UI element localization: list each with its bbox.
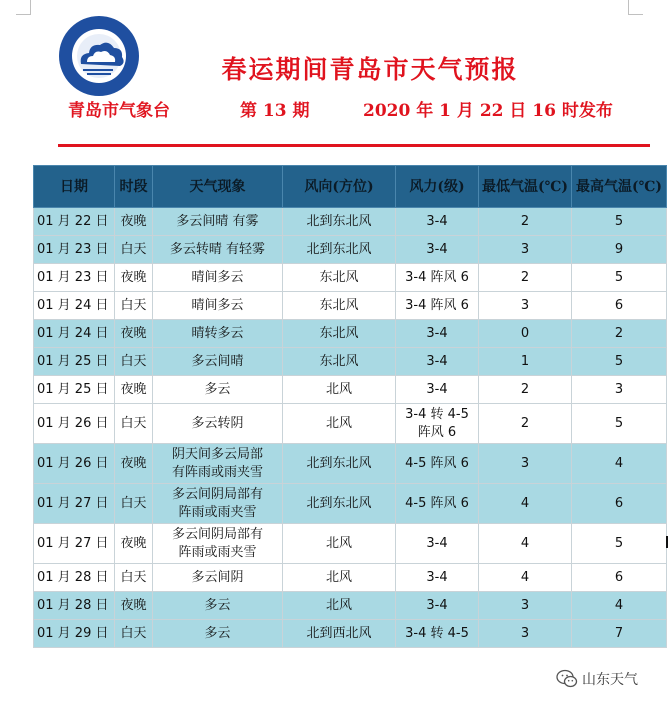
cell-wind-force-line: 3-4 (426, 241, 448, 257)
cell-wind-direction: 东北风 (283, 292, 396, 320)
watermark-label: 山东天气 (582, 672, 638, 688)
column-header-weather: 天气现象 (153, 166, 283, 208)
cell-low-temp: 2 (479, 264, 572, 292)
issue-number: 第 13 期 (240, 101, 310, 121)
cell-high-temp: 6 (572, 292, 667, 320)
cell-weather-line: 多云间阴 (191, 569, 244, 585)
cell-weather (153, 208, 283, 236)
source-watermark (556, 668, 638, 690)
column-header-date: 日期 (34, 166, 115, 208)
cell-date: 01 月 25 日 (34, 348, 115, 376)
cell-weather-line: 多云间晴 (191, 353, 244, 369)
table-row (34, 404, 667, 444)
cell-period: 白天 (115, 292, 153, 320)
cell-low-temp: 4 (479, 564, 572, 592)
cell-wind-force (396, 376, 479, 404)
table-row (34, 376, 667, 404)
cell-wind-force (396, 484, 479, 524)
cell-wind-force (396, 592, 479, 620)
cell-weather-line: 多云转晴 有轻雾 (169, 241, 266, 257)
header-divider (58, 144, 650, 147)
cell-period: 夜晚 (115, 444, 153, 484)
cell-low-temp: 3 (479, 592, 572, 620)
table-row (34, 264, 667, 292)
cell-period: 白天 (115, 348, 153, 376)
table-row (34, 236, 667, 264)
cell-high-temp: 4 (572, 444, 667, 484)
cell-date: 01 月 27 日 (34, 524, 115, 564)
cell-low-temp: 3 (479, 292, 572, 320)
cell-high-temp: 3 (572, 376, 667, 404)
cell-wind-direction: 北到东北风 (283, 484, 396, 524)
cell-wind-force (396, 348, 479, 376)
cell-high-temp: 6 (572, 564, 667, 592)
cell-low-temp: 4 (479, 524, 572, 564)
cell-weather-line: 多云 (204, 381, 231, 397)
cell-period: 夜晚 (115, 376, 153, 404)
cell-high-temp: 4 (572, 592, 667, 620)
cell-wind-force (396, 524, 479, 564)
text-cursor (666, 536, 668, 548)
cell-high-temp: 7 (572, 620, 667, 648)
cell-weather (153, 264, 283, 292)
cell-wind-direction: 东北风 (283, 320, 396, 348)
table-row (34, 292, 667, 320)
cell-wind-force (396, 292, 479, 320)
cell-wind-force (396, 620, 479, 648)
table-row (34, 524, 667, 564)
cell-period: 白天 (115, 484, 153, 524)
cell-weather-line: 多云间阴局部有 (171, 486, 263, 502)
cell-wind-force (396, 444, 479, 484)
cell-wind-force (396, 208, 479, 236)
cell-wind-force-line: 4-5 阵风 6 (405, 455, 469, 471)
cell-date: 01 月 28 日 (34, 564, 115, 592)
cell-wind-force (396, 564, 479, 592)
cell-date: 01 月 22 日 (34, 208, 115, 236)
cell-wind-force-line: 3-4 (426, 597, 448, 613)
cell-low-temp: 2 (479, 376, 572, 404)
cell-high-temp: 5 (572, 404, 667, 444)
cell-weather (153, 592, 283, 620)
cell-weather-line: 多云转阴 (191, 415, 244, 431)
cell-wind-direction: 北风 (283, 404, 396, 444)
table-row (34, 620, 667, 648)
cell-wind-force (396, 320, 479, 348)
cell-period: 白天 (115, 620, 153, 648)
cell-weather-line: 多云 (204, 625, 231, 641)
cell-low-temp: 3 (479, 620, 572, 648)
cell-low-temp: 2 (479, 404, 572, 444)
table-row (34, 484, 667, 524)
column-header-low-temp: 最低气温(℃) (479, 166, 572, 208)
cell-weather-line: 阵雨或雨夹雪 (178, 544, 257, 560)
cell-wind-force-line: 4-5 阵风 6 (405, 495, 469, 511)
cell-wind-force-line: 3-4 (426, 569, 448, 585)
cell-date: 01 月 23 日 (34, 264, 115, 292)
cell-date: 01 月 25 日 (34, 376, 115, 404)
table-row (34, 592, 667, 620)
cell-period: 夜晚 (115, 264, 153, 292)
cell-wind-direction: 北风 (283, 376, 396, 404)
cell-wind-force-line: 3-4 (426, 353, 448, 369)
cell-date: 01 月 26 日 (34, 444, 115, 484)
cell-wind-force-line: 3-4 转 4-5 (405, 625, 469, 641)
cell-high-temp: 5 (572, 264, 667, 292)
column-header-period: 时段 (115, 166, 153, 208)
cell-weather-line: 晴转多云 (191, 325, 244, 341)
cell-date: 01 月 28 日 (34, 592, 115, 620)
cell-wind-force (396, 404, 479, 444)
table-row (34, 320, 667, 348)
cell-wind-force-line: 3-4 (426, 213, 448, 229)
cell-wind-direction: 北到东北风 (283, 208, 396, 236)
cell-weather (153, 348, 283, 376)
cell-high-temp: 5 (572, 348, 667, 376)
cell-weather-line: 阴天间多云局部 (171, 446, 263, 462)
column-header-high-temp: 最高气温(℃) (572, 166, 667, 208)
cell-period: 夜晚 (115, 524, 153, 564)
cell-high-temp: 5 (572, 208, 667, 236)
cell-low-temp: 1 (479, 348, 572, 376)
forecast-table (33, 165, 667, 648)
cell-wind-force-line: 阵风 6 (417, 424, 457, 440)
cell-wind-direction: 东北风 (283, 348, 396, 376)
cell-weather (153, 320, 283, 348)
cell-weather (153, 524, 283, 564)
cell-wind-direction: 北到东北风 (283, 236, 396, 264)
cell-weather-line: 多云 (204, 597, 231, 613)
cell-low-temp: 0 (479, 320, 572, 348)
wechat-icon (556, 668, 578, 690)
page-corner-mark-right (628, 0, 643, 15)
cell-wind-force-line: 3-4 阵风 6 (405, 297, 469, 313)
cell-high-temp: 5 (572, 524, 667, 564)
release-time: 2020 年 1 月 22 日 16 时发布 (363, 101, 613, 121)
issuing-organization: 青岛市气象台 (68, 101, 170, 121)
cell-weather (153, 444, 283, 484)
cell-low-temp: 3 (479, 236, 572, 264)
cell-date: 01 月 29 日 (34, 620, 115, 648)
cell-wind-force-line: 3-4 (426, 325, 448, 341)
cell-wind-force-line: 3-4 转 4-5 (405, 406, 469, 422)
page-corner-mark-left (16, 0, 31, 15)
cell-weather (153, 484, 283, 524)
cell-weather (153, 376, 283, 404)
cell-low-temp: 3 (479, 444, 572, 484)
table-row (34, 444, 667, 484)
cell-wind-force (396, 264, 479, 292)
cell-period: 夜晚 (115, 208, 153, 236)
page-title: 春运期间青岛市天气预报 (221, 55, 519, 84)
cell-weather-line: 阵雨或雨夹雪 (178, 504, 257, 520)
cell-date: 01 月 27 日 (34, 484, 115, 524)
cell-date: 01 月 24 日 (34, 320, 115, 348)
cell-wind-direction: 东北风 (283, 264, 396, 292)
cell-weather-line: 多云间晴 有雾 (176, 213, 259, 229)
cell-weather (153, 292, 283, 320)
cell-date: 01 月 26 日 (34, 404, 115, 444)
cell-weather (153, 404, 283, 444)
cell-wind-direction: 北到西北风 (283, 620, 396, 648)
cell-wind-force-line: 3-4 (426, 381, 448, 397)
cell-period: 夜晚 (115, 320, 153, 348)
cell-period: 白天 (115, 236, 153, 264)
cell-high-temp: 9 (572, 236, 667, 264)
cell-low-temp: 2 (479, 208, 572, 236)
column-header-wind-force: 风力(级) (396, 166, 479, 208)
cell-high-temp: 6 (572, 484, 667, 524)
cell-period: 白天 (115, 564, 153, 592)
table-row (34, 348, 667, 376)
cell-low-temp: 4 (479, 484, 572, 524)
weather-bureau-logo (57, 14, 141, 98)
cell-wind-direction: 北风 (283, 564, 396, 592)
cell-weather-line: 晴间多云 (191, 269, 244, 285)
table-row (34, 208, 667, 236)
cell-wind-force-line: 3-4 (426, 535, 448, 551)
column-header-wind-direction: 风向(方位) (283, 166, 396, 208)
cell-wind-force-line: 3-4 阵风 6 (405, 269, 469, 285)
cell-wind-direction: 北风 (283, 592, 396, 620)
cell-period: 白天 (115, 404, 153, 444)
table-header-row (34, 166, 667, 208)
cell-weather-line: 晴间多云 (191, 297, 244, 313)
cell-wind-direction: 北到东北风 (283, 444, 396, 484)
cell-wind-direction: 北风 (283, 524, 396, 564)
cell-weather-line: 有阵雨或雨夹雪 (171, 464, 263, 480)
cell-weather (153, 620, 283, 648)
cell-wind-force (396, 236, 479, 264)
cell-weather-line: 多云间阴局部有 (171, 526, 263, 542)
cell-weather (153, 564, 283, 592)
cell-high-temp: 2 (572, 320, 667, 348)
cell-period: 夜晚 (115, 592, 153, 620)
cell-date: 01 月 23 日 (34, 236, 115, 264)
cell-weather (153, 236, 283, 264)
table-row (34, 564, 667, 592)
cell-date: 01 月 24 日 (34, 292, 115, 320)
